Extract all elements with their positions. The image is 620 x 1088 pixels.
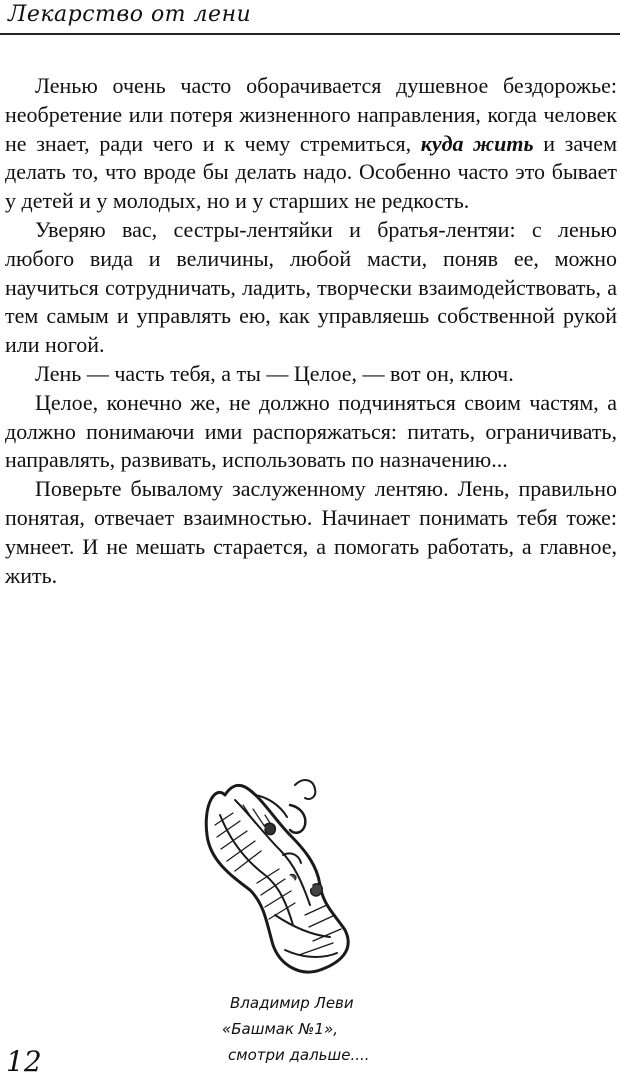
paragraph-2: Уверяю вас, сестры-лентяйки и братья-лентяи: с ленью любого вида и величины, любой масти, поняв ее, можно научиться сотрудничать, ладить, творчески взаимодействовать, а тем самым и управлять ею, как управляешь собственной рукой или ногой.	[5, 216, 617, 358]
paragraph-5: Поверьте бывалому заслуженному лентяю. Лень, правильно понятая, отвечает взаимностью. Начинает понимать тебя тоже: умнеет. И не мешать старается, а помогать работать, а главное, жить.	[5, 476, 617, 588]
caption-title: «Башмак №1»,	[222, 1020, 338, 1038]
shoe-sketch-icon	[195, 765, 365, 985]
body-text	[5, 72, 617, 590]
caption-note: смотри дальше....	[228, 1046, 370, 1064]
illustration-caption	[200, 990, 400, 1068]
paragraph-1	[5, 72, 617, 216]
page-number: 12	[6, 1045, 42, 1078]
paragraph-4: Целое, конечно же, не должно подчиняться своим частям, а должно понимаючи ими распоряжаться: питать, ограничивать, направлять, развивать, использовать по назначению...	[5, 389, 617, 473]
page-header	[0, 0, 620, 36]
running-title: Лекарство от лени	[8, 2, 252, 27]
paragraph-1-emphasis: куда жить	[420, 130, 534, 156]
paragraph-1-before: Ленью очень часто оборачивается душевное бездорожье: необретение или потеря жизненного направления, когда человек не знает, ради чего и к чему стремиться,	[5, 73, 617, 156]
paragraph-1-after: и зачем делать то, что вроде бы делать надо. Особенно часто это бывает у детей и у молодых, но и у старших не редкость.	[5, 130, 617, 214]
caption-author: Владимир Леви	[230, 994, 354, 1012]
paragraph-3: Лень — часть тебя, а ты — Целое, — вот он, ключ.	[35, 360, 514, 386]
header-rule	[0, 33, 620, 35]
